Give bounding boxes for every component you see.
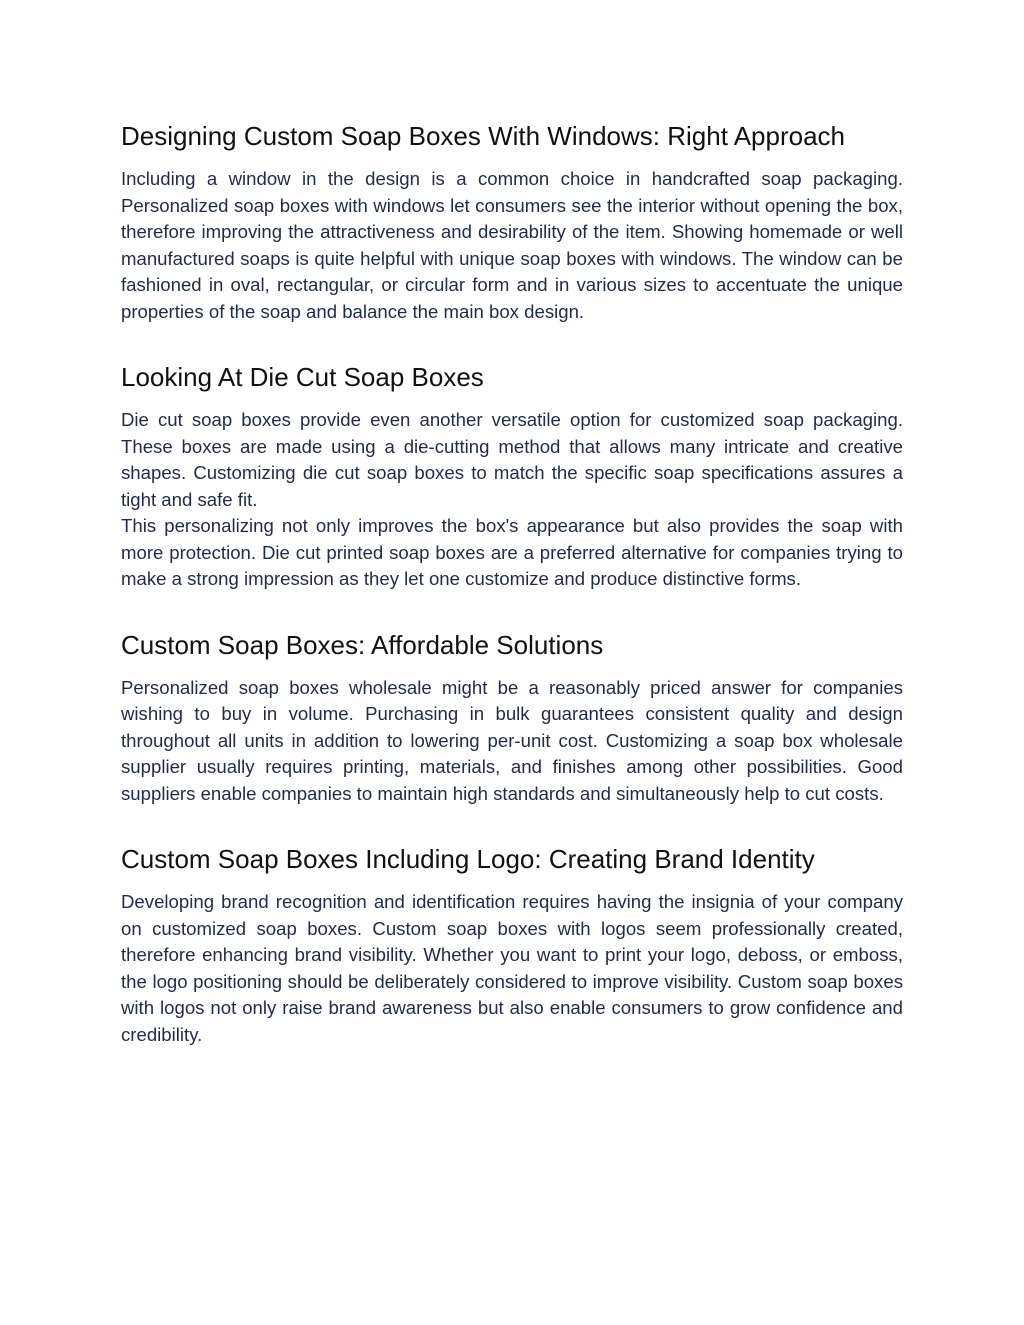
document-page — [121, 116, 903, 1048]
section-paragraph: Die cut soap boxes provide even another versatile option for customized soap packaging. These boxes are made using a die-cutting method that allows many intricate and creative shapes. Customizing die cut soap boxes to match the specific soap specifications assures a tight and safe fit. — [121, 409, 903, 510]
section-heading: Custom Soap Boxes Including Logo: Creating Brand Identity — [121, 844, 815, 874]
section-affordable — [121, 625, 903, 808]
section-logo — [121, 839, 903, 1048]
section-heading: Looking At Die Cut Soap Boxes — [121, 362, 484, 392]
section-heading: Designing Custom Soap Boxes With Windows: Right Approach — [121, 121, 846, 151]
section-paragraph: Personalized soap boxes wholesale might be a reasonably priced answer for companies wishing to buy in volume. Purchasing in bulk guarantees consistent quality and design throughout all units in addition to lowering per-unit cost. Customizing a soap box wholesale supplier usually requires printing, materials, and finishes among other possibilities. Good suppliers enable companies to maintain high standards and simultaneously help to cut costs. — [121, 676, 903, 804]
section-paragraph: Developing brand recognition and identification requires having the insignia of your company on customized soap boxes. Custom soap boxes with logos seem professionally created, therefore enhancing brand visibility. Whether you want to print your logo, deboss, or emboss, the logo positioning should be deliberately considered to improve visibility. Custom soap boxes with logos not only raise brand awareness but also enable consumers to grow confidence and credibility. — [121, 891, 903, 1045]
section-windows — [121, 116, 903, 325]
section-die-cut — [121, 357, 903, 593]
section-heading: Custom Soap Boxes: Affordable Solutions — [121, 629, 604, 660]
section-paragraph: Including a window in the design is a common choice in handcrafted soap packaging. Personalized soap boxes with windows let consumers see the interior without opening the box, therefore improving the attractiveness and desirability of the item. Showing homemade or well manufactured soaps is quite helpful with unique soap boxes with windows. The window can be fashioned in oval, rectangular, or circular form and in various sizes to accentuate the unique properties of the soap and balance the main box design. — [121, 168, 903, 322]
section-paragraph: This personalizing not only improves the box's appearance but also provides the soap with more protection. Die cut printed soap boxes are a preferred alternative for companies trying to make a strong impression as they let one customize and produce distinctive forms. — [121, 515, 903, 589]
